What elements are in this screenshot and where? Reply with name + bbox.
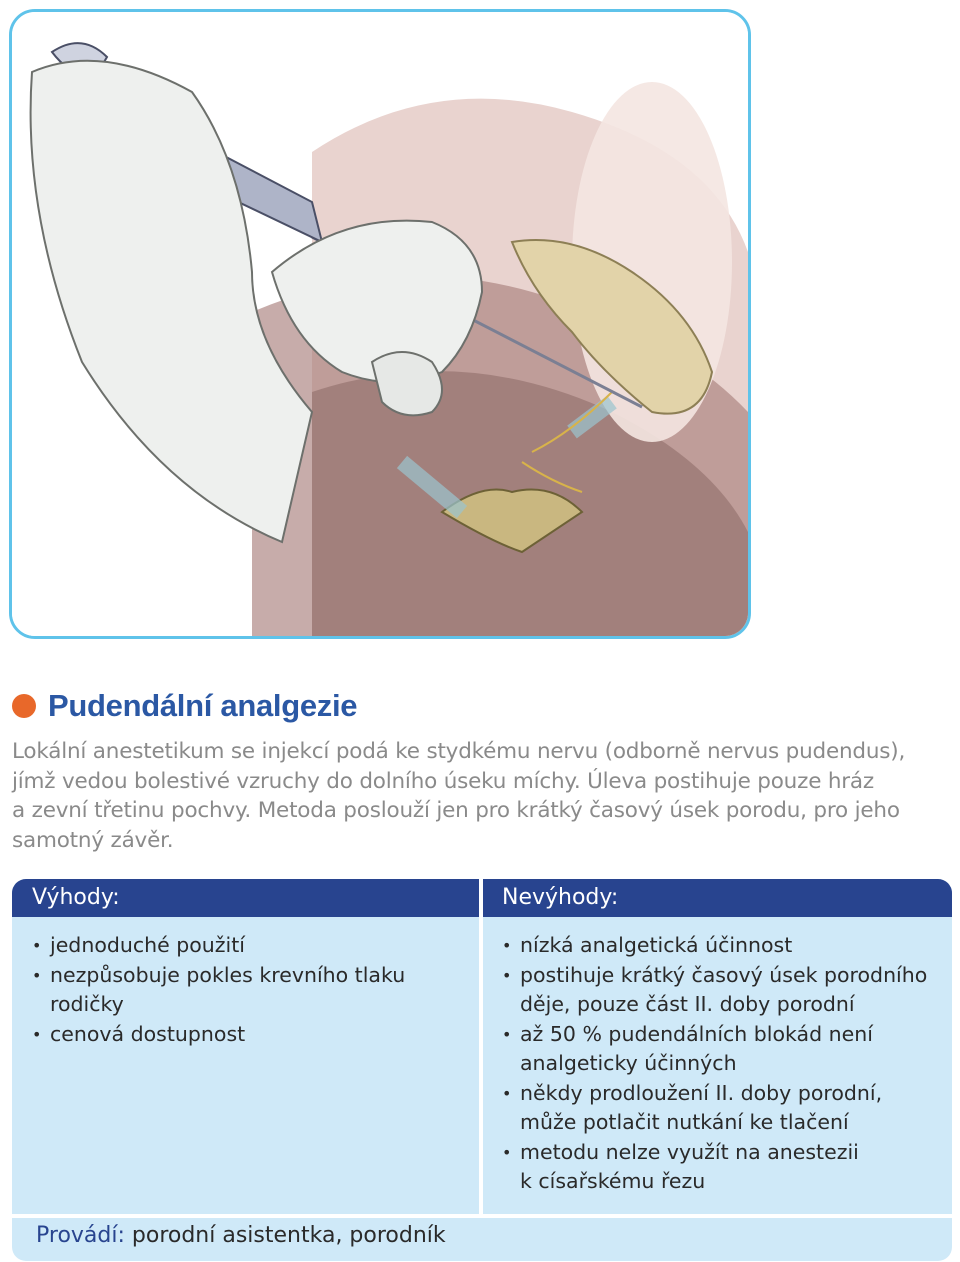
bullet-dot-icon: [12, 694, 36, 718]
list-item: • nezpůsobuje pokles krevního tlaku rodičky: [32, 962, 406, 1016]
intro-line: samotný závěr.: [12, 827, 174, 853]
list-item: • cenová dostupnost: [30, 1020, 460, 1050]
bullet-icon: •: [32, 1024, 42, 1044]
intro-line: jímž vedou bolestivé vzruchy do dolního úseku míchy. Úleva postihuje pouze hráz: [12, 768, 874, 794]
bullet-icon: •: [502, 936, 512, 955]
section-title: Pudendální analgezie: [48, 688, 358, 723]
list-item: • postihuje krátký časový úsek porodního děje, pouze část II. doby porodní: [502, 962, 928, 1016]
list-item: • někdy prodloužení II. doby porodní, může potlačit nutkání ke tlačení: [502, 1080, 883, 1134]
bullet-icon: •: [502, 965, 512, 985]
pros-cons-panel: [12, 879, 952, 1261]
list-item: • až 50 % pudendálních blokád není analgeticky účinných: [502, 1021, 873, 1075]
bullet-icon: •: [502, 1083, 512, 1103]
pudendal-block-illustration: [9, 9, 751, 639]
advantages-title: Výhody:: [32, 885, 120, 910]
intro-line: a zevní třetinu pochvy. Metoda poslouží jen pro krátký časový úsek porodu, pro jeho: [12, 798, 900, 823]
bullet-icon: •: [502, 1024, 512, 1044]
footer-divider: [12, 1214, 952, 1218]
performed-by-label: Provádí:: [36, 1223, 125, 1248]
bullet-icon: •: [502, 1142, 512, 1162]
section-heading: [12, 688, 357, 724]
disadvantages-list: [500, 931, 946, 1197]
performed-by-value: porodní asistentka, porodník: [124, 1223, 446, 1248]
column-divider: [479, 879, 483, 1214]
bullet-icon: •: [32, 965, 42, 985]
advantages-list: [30, 931, 460, 1049]
list-item: • metodu nelze využít na anestezii k císařskému řezu: [502, 1139, 859, 1193]
list-item: • jednoduché použití: [30, 931, 460, 961]
performed-by: [36, 1223, 446, 1248]
bullet-icon: •: [32, 936, 42, 955]
intro-line: Lokální anestetikum se injekcí podá ke stydkému nervu (odborně nervus pudendus),: [12, 739, 906, 764]
intro-paragraph: [12, 737, 942, 855]
list-item: • nízká analgetická účinnost: [500, 931, 946, 961]
injection-illustration: [12, 12, 748, 636]
disadvantages-title: Nevýhody:: [502, 885, 619, 910]
